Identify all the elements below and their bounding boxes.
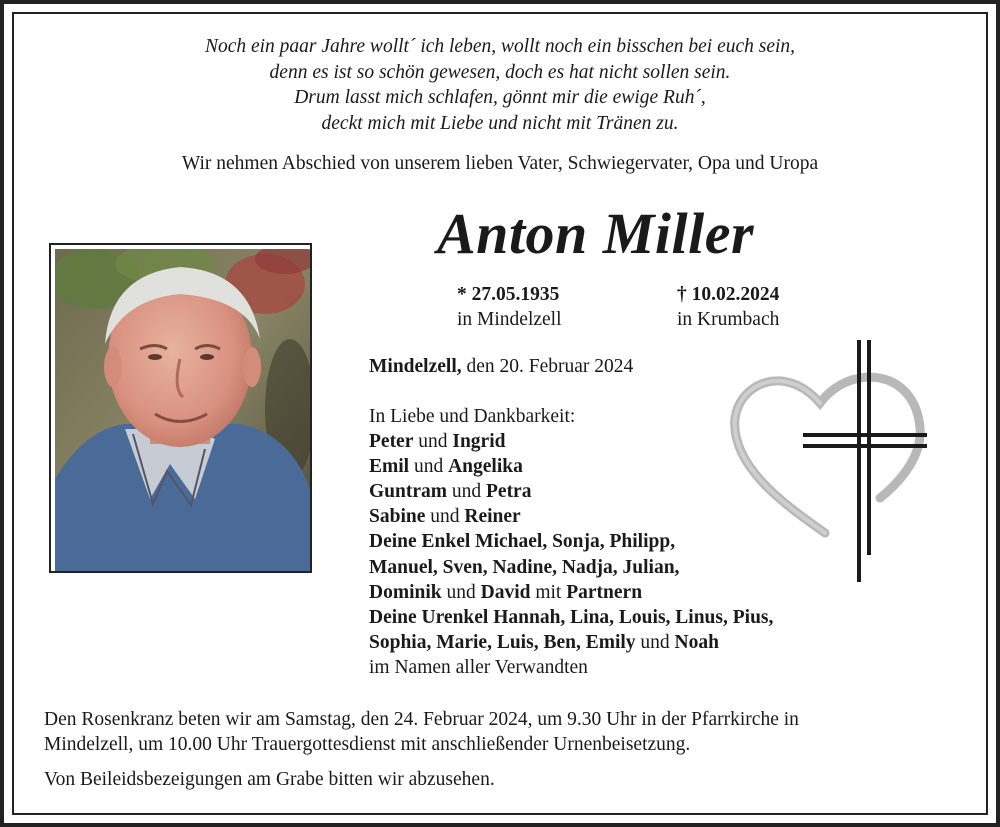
family-closing: im Namen aller Verwandten [369, 656, 588, 678]
grandchildren-line [369, 580, 773, 605]
family-member: Guntram [369, 481, 447, 503]
service-line: Den Rosenkranz beten wir am Samstag, den 24. Februar 2024, um 9.30 Uhr in der Pfarrkirche in [44, 709, 799, 730]
conjunction: und [446, 581, 476, 603]
death-place: in Krumbach [677, 309, 780, 330]
birth-date: * 27.05.1935 [457, 284, 560, 305]
grandchildren-names: Deine Enkel Michael, Sonja, Philipp, [369, 531, 676, 553]
farewell-intro: Wir nehmen Abschied von unserem lieben Vater, Schwiegervater, Opa und Uropa [181, 153, 819, 174]
date: den 20. Februar 2024 [466, 356, 634, 377]
great-grandchildren-names: Sophia, Marie, Luis, Ben, Emily [369, 631, 636, 653]
conjunction: und [418, 431, 448, 453]
family-opening: In Liebe und Dankbarkeit: [369, 406, 576, 427]
conjunction: und [640, 631, 670, 653]
family-list [369, 404, 773, 680]
poem [0, 34, 1000, 136]
family-member: Partnern [566, 581, 643, 603]
grandchildren-line [369, 555, 773, 580]
poem-line: Drum lasst mich schlafen, gönnt mir die ewige Ruh´, [294, 87, 706, 108]
heart-with-cross-icon [730, 338, 930, 593]
birth-info [457, 282, 562, 332]
place: Mindelzell, [369, 356, 462, 377]
family-member: Dominik [369, 581, 442, 603]
portrait-image [55, 249, 310, 571]
family-couple [369, 454, 773, 479]
birth-place: in Mindelzell [457, 309, 562, 330]
poem-line: deckt mich mit Liebe und nicht mit Tränen zu. [321, 112, 679, 134]
family-member: Angelika [448, 456, 523, 478]
conjunction: und [430, 506, 460, 528]
deceased-name: Anton Miller [437, 201, 755, 266]
great-grandchildren-line [369, 605, 773, 630]
condolence-note: Von Beileidsbezeigungen am Grabe bitten wir abzusehen. [44, 769, 495, 790]
family-couple [369, 504, 773, 529]
family-member: Peter [369, 431, 414, 453]
family-member: Petra [486, 481, 532, 503]
conjunction: mit [535, 581, 562, 603]
great-grandchildren-names: Deine Urenkel Hannah, Lina, Louis, Linus, Pius, [369, 606, 774, 628]
poem-line: denn es ist so schön gewesen, doch es hat nicht sollen sein. [269, 61, 731, 83]
heart-cross-graphic [730, 338, 930, 588]
portrait-photo [49, 243, 312, 573]
conjunction: und [413, 456, 444, 478]
service-line: Mindelzell, um 10.00 Uhr Trauergottesdienst mit anschließender Urnenbeisetzung. [44, 734, 691, 755]
service-info [44, 707, 799, 792]
family-member: Noah [674, 631, 719, 653]
family-member: Sabine [369, 506, 426, 528]
death-date: † 10.02.2024 [677, 284, 780, 305]
death-info [677, 282, 779, 332]
family-member: David [480, 581, 531, 603]
family-couple [369, 479, 773, 504]
grandchildren-line [369, 529, 773, 554]
place-and-date [369, 356, 633, 378]
family-member: Emil [369, 456, 410, 478]
family-member: Reiner [464, 506, 521, 528]
family-member: Ingrid [452, 431, 506, 453]
family-couple [369, 429, 773, 454]
conjunction: und [451, 481, 482, 503]
great-grandchildren-line [369, 630, 773, 655]
grandchildren-names: Manuel, Sven, Nadine, Nadja, Julian, [369, 556, 680, 578]
poem-line: Noch ein paar Jahre wollt´ ich leben, wollt noch ein bisschen bei euch sein, [204, 36, 796, 57]
